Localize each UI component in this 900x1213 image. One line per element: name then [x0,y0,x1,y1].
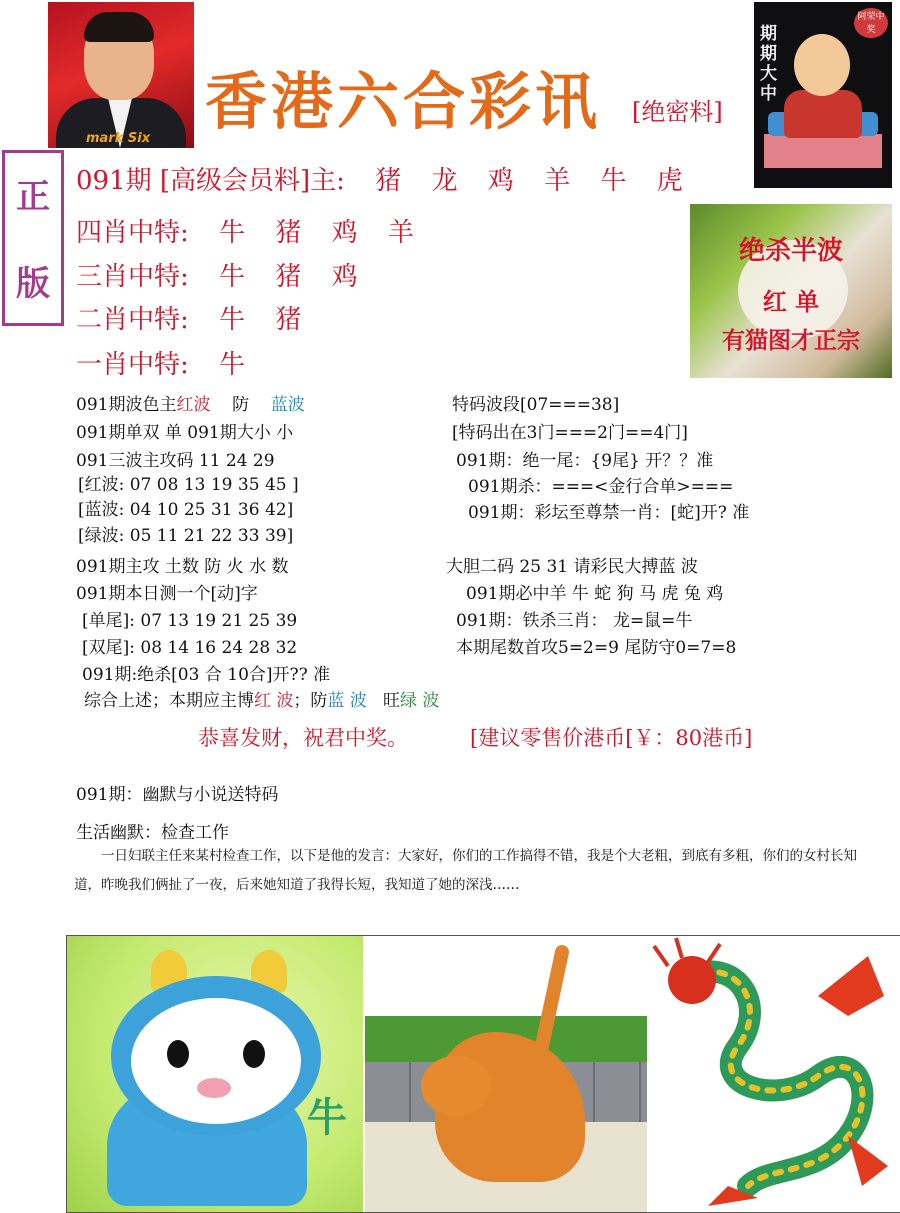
price-text: [建议零售价港币[￥：80港币] [470,726,753,750]
cat-line-3: 有猫图才正宗 [722,327,860,354]
dragon-drawing [648,936,900,1212]
ox-char: 牛 [307,1094,347,1141]
wave-mid: 防 [232,395,250,415]
pick-label: 四肖中特: [76,218,189,248]
attack-line: 091期主攻 土数 防 火 水 数 [76,557,289,577]
joke-title: 生活幽默：检查工作 [76,823,229,843]
pick-four [76,212,414,249]
mark-six-logo: mark Six [86,131,151,146]
genuine-char-1: 正 [16,177,50,217]
zodiac: 鸡 [487,166,514,196]
hair-shape [84,12,154,42]
summary-line [84,686,439,711]
joke-body: 一日妇联主任来某村检查工作，以下是他的发言：大家好，你们的工作搞得不错，我是个大老粗，到底有多粗，你们的女村长知道，昨晚我们俩扯了一夜，后来她知道了我得长短，我知道了她的深浅…… [74,848,857,893]
joke-intro: 091期：幽默与小说送特码 [76,785,279,805]
summary-red: 红 波 [254,691,294,711]
zodiac: 牛 [219,218,246,248]
zodiac: 龙 [431,166,458,196]
dragon-image [648,936,900,1212]
summary-blue: 蓝 波 [327,691,367,711]
title-tag: [绝密料] [632,98,723,126]
ox-cartoon-image [67,936,363,1212]
pick-label: 一肖中特: [76,350,189,380]
sky-shape [365,936,647,1016]
must-line: 091期必中羊 牛 蛇 狗 马 虎 兔 鸡 [466,584,724,604]
page-title: 香港六合彩讯 [205,65,602,138]
eye-shape [243,1040,265,1068]
eye-shape [167,1040,189,1068]
pick-label: 二肖中特: [76,305,189,335]
wave-color-line [76,390,305,415]
green-wave-numbers: [绿波: 05 11 21 22 33 39] [78,526,294,546]
nose-shape [197,1078,231,1098]
wave-prefix: 091期波色主 [76,395,177,415]
zodiac: 牛 [600,166,627,196]
issue-label: 091期 [高级会员料]主: [76,166,345,196]
tail-attack-line: 本期尾数首攻5=2=9 尾防守0=7=8 [456,638,737,658]
zodiac: 鸡 [331,218,358,248]
word-line: 091期本日测一个[动]字 [76,584,258,604]
cat-line-2: 红 单 [762,287,820,316]
double-tail-line: [双尾]: 08 14 16 24 28 32 [82,638,298,658]
pick-label: 三肖中特: [76,262,189,292]
tail-line: 091期：绝一尾：{9尾} 开？？准 [456,451,714,471]
zodiac: 羊 [544,166,571,196]
pick-one [76,344,245,381]
cartoon-text: 期期大中 [760,24,777,104]
zodiac: 猪 [275,262,302,292]
zodiac: 猪 [375,166,402,196]
dog-cartoon-image [365,936,647,1212]
kill-line: 091期:绝杀[03 合 10合]开?? 准 [82,665,331,685]
bold-two-line: 大胆二码 25 31 请彩民大搏蓝 波 [446,557,698,577]
ox-face-shape [131,998,301,1124]
wave-main: 红波 [176,395,211,415]
zodiac: 鸡 [331,262,358,292]
genuine-char-2: 版 [16,264,50,304]
iron-kill-line: 091期：铁杀三肖： 龙=鼠=牛 [456,611,693,631]
blue-wave-numbers: [蓝波: 04 10 25 31 36 42] [78,500,294,520]
kill-element-line: 091期杀：===<金行合单>=== [468,477,734,497]
issue-main-line [76,160,683,197]
cat-line-1: 绝杀半波 [738,236,843,266]
zodiac: 猪 [275,305,302,335]
wave-guard: 蓝波 [270,395,305,415]
pick-two [76,299,301,336]
zodiac: 牛 [219,350,246,380]
single-tail-line: [单尾]: 07 13 19 21 25 39 [82,611,298,631]
gate-line: [特码出在3门===2门==4门] [452,423,688,443]
head-shape [794,34,850,96]
zodiac: 牛 [219,305,246,335]
pick-three [76,256,358,293]
genuine-badge [2,150,64,326]
summary-mid: ；防 [293,691,328,711]
altar-shape [764,134,882,168]
summary-green: 绿 波 [400,691,440,711]
summary-prefix: 综合上述；本期应主博 [84,691,254,711]
odd-even-line: 091期单双 单 091期大小 小 [76,423,294,443]
summary-mid2: 旺 [383,691,401,711]
presenter-photo [48,2,194,148]
body-shape [784,90,862,138]
dog-head-shape [421,1056,491,1116]
congrats-text: 恭喜发财，祝君中奖。 [198,726,408,750]
cat-image [690,204,892,378]
cartoon-badge: 阿荣中奖 [854,8,888,38]
zodiac: 猪 [275,218,302,248]
cartoon-image [754,2,892,188]
zodiac: 羊 [387,218,414,248]
three-wave-line: 091三波主攻码 11 24 29 [76,451,275,471]
forbidden-line: 091期：彩坛至尊禁一肖：[蛇]开? 准 [468,503,750,523]
zodiac: 牛 [219,262,246,292]
red-wave-numbers: [红波: 07 08 13 19 35 45 ] [78,475,299,495]
segment-line: 特码波段[07===38] [452,395,620,415]
zodiac: 虎 [656,166,683,196]
